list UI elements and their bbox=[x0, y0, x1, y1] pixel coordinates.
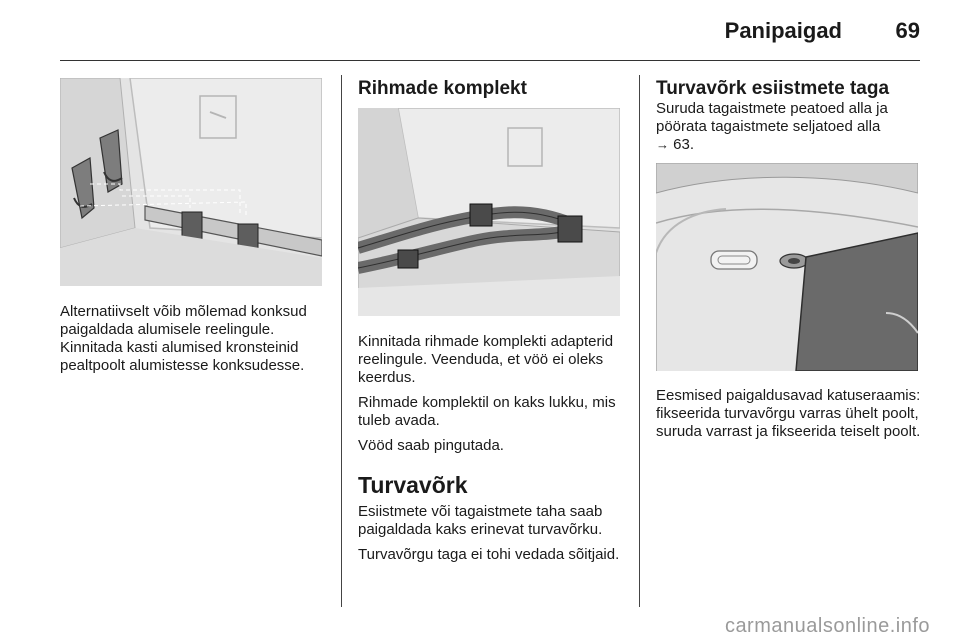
col2-body-2 bbox=[358, 503, 633, 571]
col2-paragraph-2: Rihmade komplektil on kaks lukku, mis tuleb avada. bbox=[358, 394, 616, 429]
col1-paragraph-2: Kinnitada kasti alumised kronsteinid pealtpoolt alumistesse konksudesse. bbox=[60, 339, 305, 374]
column-divider-right bbox=[639, 75, 640, 607]
page-header bbox=[0, 0, 960, 62]
watermark: carmanualsonline.info bbox=[724, 615, 930, 637]
col3-paragraph-1: Eesmised paigaldusavad katuseraamis: fikseerida turvavõrgu varras ühelt poolt, suruda varrast ja fikseerida teiselt poolt. bbox=[656, 387, 921, 440]
col3-reference bbox=[656, 136, 926, 154]
net-mounting-illustration bbox=[656, 163, 918, 371]
strap-kit-illustration bbox=[358, 108, 620, 316]
reference-page: 63. bbox=[673, 136, 695, 153]
page-number: 69 bbox=[895, 18, 920, 43]
col3-intro bbox=[656, 100, 926, 154]
col2-paragraph-1: Kinnitada rihmade komplekti adapterid reelingule. Veenduda, et vöö ei oleks keerdus. bbox=[358, 333, 614, 386]
col2-paragraph-5: Turvavõrgu taga ei tohi vedada sõitjaid. bbox=[358, 546, 620, 563]
col1-body bbox=[60, 303, 332, 382]
col2-paragraph-3: Vööd saab pingutada. bbox=[358, 437, 504, 454]
col2-body-1 bbox=[358, 333, 630, 462]
col3-intro-line-2: pöörata tagaistmete seljatoed alla bbox=[656, 118, 881, 135]
col2-paragraph-4: Esiistmete või tagaistmete taha saab paigaldada kaks erinevat turvavõrku. bbox=[358, 503, 603, 538]
section-title: Panipaigad bbox=[724, 18, 842, 43]
hooks-illustration bbox=[60, 78, 322, 286]
reference-arrow-icon: → bbox=[656, 137, 669, 152]
heading-strap-kit: Rihmade komplekt bbox=[358, 78, 527, 99]
col1-paragraph-1: Alternatiivselt võib mõlemad konksud paigaldada alumisele reelingule. bbox=[60, 303, 307, 338]
column-divider-left bbox=[341, 75, 342, 607]
heading-net-behind-front-seats: Turvavõrk esiistmete taga bbox=[656, 78, 890, 99]
header-divider bbox=[60, 60, 920, 61]
figure-net-mounting bbox=[656, 163, 918, 371]
col3-body bbox=[656, 387, 931, 448]
col3-intro-line-1: Suruda tagaistmete peatoed alla ja bbox=[656, 100, 888, 117]
figure-hooks-on-rail bbox=[60, 78, 322, 286]
figure-strap-kit bbox=[358, 108, 620, 316]
heading-safety-net: Turvavõrk bbox=[358, 472, 468, 498]
